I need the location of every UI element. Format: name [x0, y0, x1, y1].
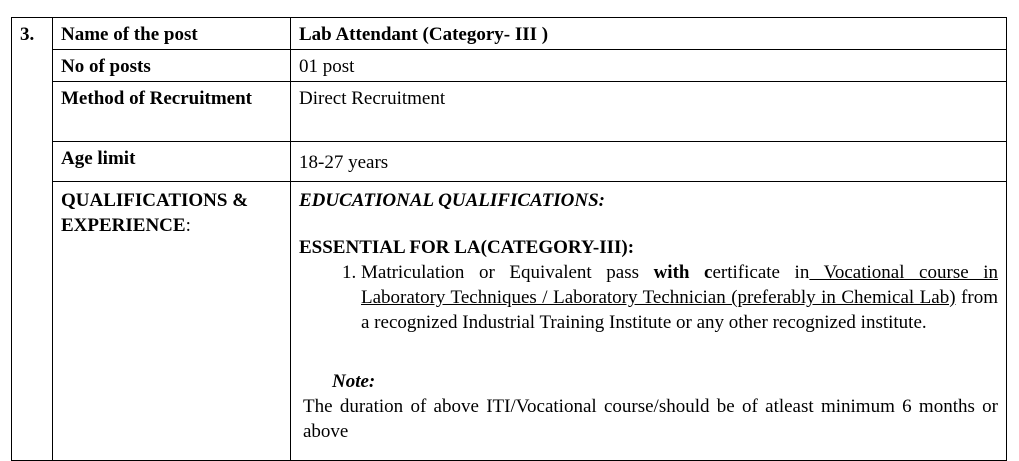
label-method-of-recruitment: Method of Recruitment: [53, 82, 291, 142]
post-details-table: [11, 17, 1007, 461]
qualification-item-1: [361, 260, 998, 335]
qualifications-label-text: QUALIFICATIONS & EXPERIENCE: [61, 190, 249, 236]
note-heading: Note:: [332, 371, 376, 392]
row-qualifications: [12, 182, 1007, 461]
row-name-of-post: [12, 18, 1007, 50]
serial-number: 3.: [12, 18, 53, 461]
qualification-list: [299, 260, 998, 335]
label-name-of-post: Name of the post: [53, 18, 291, 50]
row-method-of-recruitment: [12, 82, 1007, 142]
qual-item-1-part-d: Vocational course in Laboratory Techniques / Laboratory Technician (preferably in Chemical Lab): [361, 262, 998, 308]
educational-qualifications-heading: EDUCATIONAL QUALIFICATIONS:: [299, 190, 605, 211]
qual-item-1-part-c: ertificate in: [712, 262, 810, 283]
qualifications-label-colon: :: [185, 215, 191, 236]
label-no-of-posts: No of posts: [53, 50, 291, 82]
qual-item-1-part-a: Matriculation or Equivalent pass: [361, 262, 654, 283]
value-no-of-posts: 01 post: [291, 50, 1007, 82]
essential-heading: ESSENTIAL FOR LA(CATEGORY-III):: [299, 237, 635, 258]
label-age-limit: Age limit: [53, 142, 291, 182]
qualifications-label: [61, 182, 282, 238]
row-no-of-posts: [12, 50, 1007, 82]
qualifications-body: [299, 182, 998, 444]
value-method-of-recruitment: Direct Recruitment: [291, 82, 1007, 142]
value-age-limit: 18-27 years: [291, 142, 1007, 182]
label-qualifications-cell: [53, 182, 291, 461]
row-age-limit: [12, 142, 1007, 182]
value-qualifications-cell: [291, 182, 1007, 461]
qual-item-1-part-b: with c: [653, 262, 713, 283]
note-text: The duration of above ITI/Vocational course/should be of atleast minimum 6 months or above: [303, 396, 998, 442]
qual-item-1-part-e: from a recognized Industrial Training Institute or any other recognized institute.: [361, 287, 998, 333]
value-name-of-post: Lab Attendant (Category- III ): [291, 18, 1007, 50]
